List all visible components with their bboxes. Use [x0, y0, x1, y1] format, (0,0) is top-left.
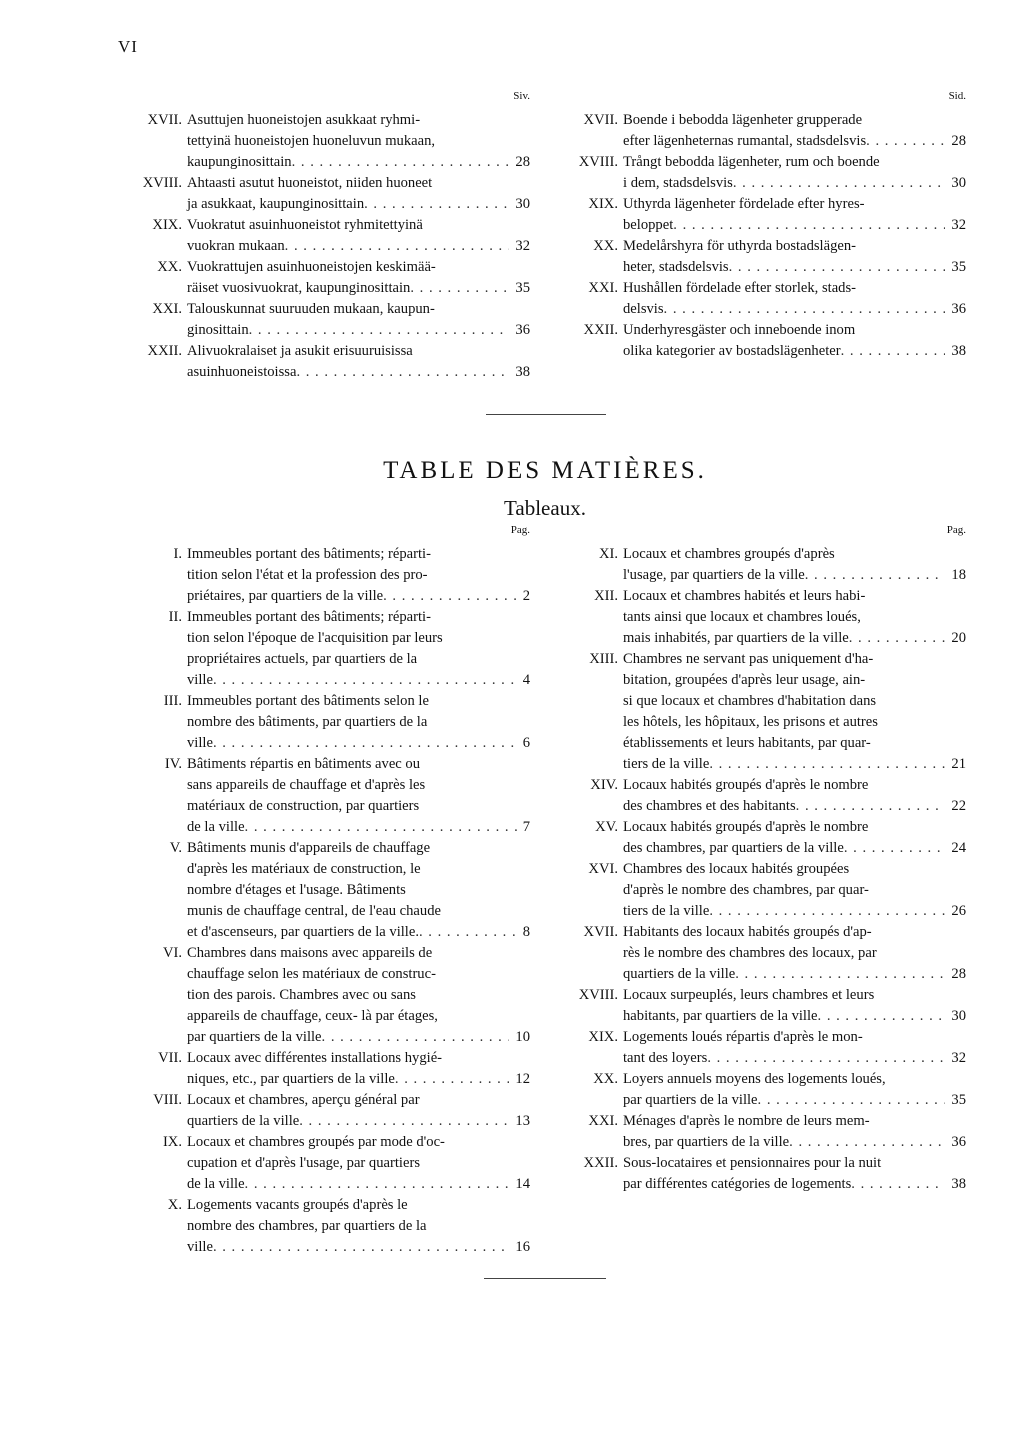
dot-leader: [249, 320, 510, 341]
entry-page-number: 32: [515, 238, 530, 254]
entry-page-number: 4: [522, 672, 530, 688]
french-toc-right-column: [556, 524, 966, 1195]
entry-title: [623, 544, 966, 586]
entry-title: [187, 838, 530, 943]
table-number: XVII.: [583, 112, 618, 128]
entry-title-last-line: par quartiers de la ville: [187, 1029, 322, 1045]
entry-page-number: 2: [522, 588, 530, 604]
entry-title-last-line: ville: [187, 672, 213, 688]
entry-page-number: 12: [515, 1071, 530, 1087]
entry-title-line: établissements et leurs habitants, par quar-: [623, 735, 871, 751]
entry-page-number: 38: [951, 343, 966, 359]
entry-title-last-line: priétaires, par quartiers de la ville: [187, 588, 384, 604]
toc-entry: [118, 1195, 530, 1258]
entry-page-number: 35: [515, 280, 530, 296]
swedish-toc-column: [556, 90, 966, 362]
entry-title-last-line: tant des loyers: [623, 1050, 708, 1066]
table-number: XXI.: [588, 280, 618, 296]
entry-title: [623, 152, 966, 194]
entry-title: [623, 1153, 966, 1195]
entry-title-line: matériaux de construction, par quartiers: [187, 798, 420, 814]
entry-title: [623, 775, 966, 817]
dot-leader: [664, 299, 946, 320]
entry-title-last-line: habitants, par quartiers de la ville: [623, 1008, 818, 1024]
entry-page-number: 8: [522, 924, 530, 940]
divider-rule: [486, 414, 606, 415]
entry-title-last-line: et d'ascenseurs, par quartiers de la ville.: [187, 924, 419, 940]
table-number: XIII.: [589, 651, 618, 667]
entry-title: [623, 278, 966, 320]
entry-title: [187, 341, 530, 383]
entry-title-line: Habitants des locaux habités groupés d'ap-: [623, 924, 872, 940]
toc-entry: [556, 586, 966, 649]
entry-title-line: rès le nombre des chambres des locaux, par: [623, 945, 877, 961]
entry-title-last-line: mais inhabités, par quartiers de la ville: [623, 630, 849, 646]
entry-title-line: Asuttujen huoneistojen asukkaat ryhmi-: [187, 112, 421, 128]
entry-page-number: 30: [515, 196, 530, 212]
entry-title-last-line: delsvis: [623, 301, 664, 317]
entry-page-number: 7: [522, 819, 530, 835]
entry-page-number: 36: [951, 301, 966, 317]
page-title: TABLE DES MATIÈRES.: [383, 457, 707, 484]
toc-entry: [118, 1090, 530, 1132]
entry-title-line: Ahtaasti asutut huoneistot, niiden huoneet: [187, 175, 433, 191]
table-number: XXI.: [588, 1113, 618, 1129]
dot-leader: [299, 1111, 509, 1132]
dot-leader: [383, 586, 517, 607]
table-number: XIX.: [152, 217, 182, 233]
toc-entry: [118, 544, 530, 607]
entry-title-line: tettyinä huoneistojen huoneluvun mukaan,: [187, 133, 436, 149]
entry-title-line: Locaux et chambres habités et leurs habi-: [623, 588, 866, 604]
entry-title-line: bitation, groupées d'après leur usage, ain-: [623, 672, 866, 688]
toc-entry: [118, 299, 530, 341]
entry-title-line: Locaux et chambres groupés par mode d'oc-: [187, 1134, 445, 1150]
entry-title-last-line: quartiers de la ville: [623, 966, 736, 982]
entry-page-number: 28: [951, 133, 966, 149]
entry-title-line: nombre des bâtiments, par quartiers de la: [187, 714, 428, 730]
dot-leader: [213, 1237, 509, 1258]
entry-title: [623, 110, 966, 152]
entry-title: [187, 754, 530, 838]
entry-title-line: Immeubles portant des bâtiments; réparti-: [187, 609, 431, 625]
dot-leader: [758, 1090, 946, 1111]
table-number: XX.: [593, 1071, 618, 1087]
entry-title-line: Logements vacants groupés d'après le: [187, 1197, 408, 1213]
entry-page-number: 21: [951, 756, 966, 772]
entry-page-number: 18: [951, 567, 966, 583]
dot-leader: [245, 817, 517, 838]
entry-title-last-line: niques, etc., par quartiers de la ville: [187, 1071, 395, 1087]
entry-title-line: nombre des chambres, par quartiers de la: [187, 1218, 427, 1234]
entry-title: [623, 922, 966, 985]
table-number: XXII.: [583, 1155, 618, 1171]
entry-title-line: tants ainsi que locaux et chambres loués,: [623, 609, 861, 625]
entry-title: [187, 215, 530, 257]
entry-title-line: Medelårshyra för uthyrda bostadslägen-: [623, 238, 857, 254]
dot-leader: [213, 733, 517, 754]
entry-title-line: Loyers annuels moyens des logements loués,: [623, 1071, 886, 1087]
entry-title-last-line: des chambres et des habitants: [623, 798, 796, 814]
entry-title-last-line: de la ville: [187, 1176, 245, 1192]
table-number: II.: [168, 609, 182, 625]
toc-entry: [556, 320, 966, 362]
entry-title-last-line: asuinhuoneistoissa: [187, 364, 297, 380]
entry-title-last-line: i dem, stadsdelsvis: [623, 175, 733, 191]
entry-title-line: Vuokratut asuinhuoneistot ryhmitettyinä: [187, 217, 423, 233]
column-page-header: Pag.: [946, 524, 966, 536]
column-page-header: Siv.: [513, 90, 530, 102]
entry-title-line: Bâtiments répartis en bâtiments avec ou: [187, 756, 421, 772]
finnish-toc-column: [118, 90, 530, 383]
toc-entry: [118, 607, 530, 691]
entry-page-number: 32: [951, 217, 966, 233]
dot-leader: [213, 670, 517, 691]
entry-title-last-line: l'usage, par quartiers de la ville: [623, 567, 805, 583]
entry-title-line: Ménages d'après le nombre de leurs mem-: [623, 1113, 870, 1129]
entry-title-last-line: ginosittain: [187, 322, 249, 338]
table-number: XVII.: [147, 112, 182, 128]
entry-title-line: Locaux et chambres, aperçu général par: [187, 1092, 420, 1108]
french-toc-left-column: [118, 524, 530, 1258]
dot-leader: [395, 1069, 510, 1090]
entry-page-number: 16: [515, 1239, 530, 1255]
entry-title-line: Vuokrattujen asuinhuoneistojen keskimää-: [187, 259, 436, 275]
entry-title-last-line: vuokran mukaan: [187, 238, 285, 254]
entry-title-line: les hôtels, les hôpitaux, les prisons et autres: [623, 714, 878, 730]
dot-leader: [673, 215, 945, 236]
table-number: XIX.: [588, 196, 618, 212]
toc-entry: [556, 236, 966, 278]
table-number: XVI.: [588, 861, 618, 877]
dot-leader: [322, 1027, 510, 1048]
dot-leader: [707, 1048, 945, 1069]
entry-title-line: Underhyresgäster och inneboende inom: [623, 322, 856, 338]
entry-title-last-line: kaupunginosittain: [187, 154, 292, 170]
entry-title-line: Sous-locataires et pensionnaires pour la nuit: [623, 1155, 882, 1171]
toc-entry: [118, 110, 530, 173]
entry-title-last-line: par quartiers de la ville: [623, 1092, 758, 1108]
dot-leader: [709, 901, 945, 922]
entry-page-number: 13: [515, 1113, 530, 1129]
dot-leader: [789, 1132, 945, 1153]
toc-entry: [556, 775, 966, 817]
entry-title-last-line: de la ville: [187, 819, 245, 835]
entry-title: [623, 649, 966, 775]
toc-entry: [118, 173, 530, 215]
entry-title: [623, 320, 966, 362]
entry-page-number: 28: [951, 966, 966, 982]
toc-entry: [118, 215, 530, 257]
table-number: XX.: [593, 238, 618, 254]
entry-title-line: Chambres dans maisons avec appareils de: [187, 945, 433, 961]
entry-page-number: 38: [951, 1176, 966, 1192]
dot-leader: [735, 964, 945, 985]
toc-entry: [556, 985, 966, 1027]
entry-title: [187, 299, 530, 341]
entry-title: [187, 173, 530, 215]
column-page-header: Sid.: [948, 90, 966, 102]
entry-title: [623, 1069, 966, 1111]
entry-page-number: 20: [951, 630, 966, 646]
dot-leader: [849, 628, 946, 649]
toc-entry: [118, 1048, 530, 1090]
dot-leader: [796, 796, 946, 817]
table-number: III.: [163, 693, 182, 709]
dot-leader: [292, 152, 510, 173]
entry-page-number: 6: [522, 735, 530, 751]
entry-title: [187, 1195, 530, 1258]
entry-title-line: munis de chauffage central, de l'eau chaude: [187, 903, 441, 919]
section-subtitle: Tableaux.: [504, 496, 586, 520]
entry-title: [187, 1048, 530, 1090]
entry-title-line: d'après le nombre des chambres, par quar-: [623, 882, 869, 898]
entry-title-line: Locaux surpeuplés, leurs chambres et leurs: [623, 987, 875, 1003]
toc-entry: [118, 691, 530, 754]
table-number: X.: [167, 1197, 182, 1213]
entry-title-line: tion des parois. Chambres avec ou sans: [187, 987, 416, 1003]
dot-leader: [733, 173, 946, 194]
entry-title: [187, 1132, 530, 1195]
entry-title-line: Immeubles portant des bâtiments; réparti-: [187, 546, 431, 562]
table-number: XXII.: [583, 322, 618, 338]
toc-entry: [556, 194, 966, 236]
entry-page-number: 38: [515, 364, 530, 380]
entry-page-number: 10: [515, 1029, 530, 1045]
dot-leader: [841, 341, 946, 362]
table-number: XVIII.: [578, 154, 618, 170]
entry-title-line: d'après les matériaux de construction, le: [187, 861, 421, 877]
entry-page-number: 30: [951, 1008, 966, 1024]
toc-entry: [118, 1132, 530, 1195]
entry-title-line: chauffage selon les matériaux de construc-: [187, 966, 436, 982]
toc-entry: [118, 341, 530, 383]
page-number: VI: [118, 37, 138, 56]
entry-title-last-line: tiers de la ville: [623, 903, 710, 919]
entry-title: [623, 236, 966, 278]
toc-entry: [118, 257, 530, 299]
entry-page-number: 30: [951, 175, 966, 191]
entry-title-line: cupation et d'après l'usage, par quartiers: [187, 1155, 420, 1171]
entry-title: [623, 817, 966, 859]
dot-leader: [805, 565, 946, 586]
table-number: VII.: [158, 1050, 182, 1066]
entry-title-last-line: beloppet: [623, 217, 674, 233]
table-number: XV.: [595, 819, 618, 835]
entry-title-line: tion selon l'époque de l'acquisition par leurs: [187, 630, 443, 646]
dot-leader: [851, 1174, 945, 1195]
entry-title: [187, 607, 530, 691]
toc-entry: [556, 544, 966, 586]
entry-title-last-line: räiset vuosivuokrat, kaupunginosittain: [187, 280, 411, 296]
entry-title-line: Bâtiments munis d'appareils de chauffage: [187, 840, 431, 856]
toc-entry: [556, 278, 966, 320]
table-number: XVIII.: [142, 175, 182, 191]
toc-entry: [556, 1153, 966, 1195]
table-number: XXI.: [152, 301, 182, 317]
entry-page-number: 35: [951, 259, 966, 275]
entry-title-line: Locaux habités groupés d'après le nombre: [623, 777, 869, 793]
entry-page-number: 36: [951, 1134, 966, 1150]
entry-page-number: 36: [515, 322, 530, 338]
entry-title-last-line: ja asukkaat, kaupunginosittain: [187, 196, 365, 212]
entry-title-line: Locaux avec différentes installations hygié-: [187, 1050, 443, 1066]
entry-title-line: Locaux et chambres groupés d'après: [623, 546, 835, 562]
toc-entry: [118, 838, 530, 943]
entry-page-number: 22: [951, 798, 966, 814]
table-number: V.: [169, 840, 182, 856]
entry-title-line: Chambres des locaux habités groupées: [623, 861, 850, 877]
entry-title-line: si que locaux et chambres d'habitation dans: [623, 693, 877, 709]
entry-title-last-line: olika kategorier av bostadslägenheter: [623, 343, 841, 359]
entry-title-line: Logements loués répartis d'après le mon-: [623, 1029, 863, 1045]
entry-title: [187, 1090, 530, 1132]
entry-title-line: Locaux habités groupés d'après le nombre: [623, 819, 869, 835]
entry-title-last-line: efter lägenheternas rumantal, stadsdelsvis: [623, 133, 867, 149]
table-number: XII.: [594, 588, 618, 604]
table-number: VIII.: [153, 1092, 182, 1108]
entry-title-last-line: bres, par quartiers de la ville: [623, 1134, 790, 1150]
toc-entry: [556, 859, 966, 922]
table-number: IX.: [162, 1134, 182, 1150]
table-number: XI.: [598, 546, 618, 562]
entry-title-last-line: heter, stadsdelsvis: [623, 259, 729, 275]
table-number: I.: [173, 546, 182, 562]
dot-leader: [818, 1006, 946, 1027]
table-number: XXII.: [147, 343, 182, 359]
entry-title: [623, 859, 966, 922]
toc-entry: [556, 152, 966, 194]
dot-leader: [285, 236, 510, 257]
toc-entry: [118, 754, 530, 838]
dot-leader: [419, 922, 517, 943]
entry-page-number: 24: [951, 840, 966, 856]
entry-title-last-line: par différentes catégories de logements: [623, 1176, 852, 1192]
table-number: XVII.: [583, 924, 618, 940]
table-number: XX.: [157, 259, 182, 275]
entry-title-line: Hushållen fördelade efter storlek, stads-: [623, 280, 857, 296]
toc-entry: [556, 110, 966, 152]
entry-title-last-line: tiers de la ville: [623, 756, 710, 772]
entry-title-line: Boende i bebodda lägenheter grupperade: [623, 112, 863, 128]
dot-leader: [296, 362, 509, 383]
entry-title-last-line: des chambres, par quartiers de la ville: [623, 840, 844, 856]
entry-title-line: propriétaires actuels, par quartiers de la: [187, 651, 418, 667]
entry-title-line: appareils de chauffage, ceux- là par étages,: [187, 1008, 438, 1024]
dot-leader: [866, 131, 945, 152]
dot-leader: [709, 754, 945, 775]
entry-title-line: Alivuokralaiset ja asukit erisuuruisissa: [187, 343, 413, 359]
entry-page-number: 14: [515, 1176, 530, 1192]
entry-title: [187, 544, 530, 607]
table-number: XIX.: [588, 1029, 618, 1045]
dot-leader: [364, 194, 509, 215]
entry-title: [623, 586, 966, 649]
table-number: IV.: [164, 756, 182, 772]
entry-title-line: nombre d'étages et l'usage. Bâtiments: [187, 882, 406, 898]
entry-title: [623, 985, 966, 1027]
dot-leader: [729, 257, 946, 278]
toc-entry: [556, 649, 966, 775]
toc-entry: [556, 1027, 966, 1069]
dot-leader: [410, 278, 509, 299]
toc-entry: [118, 943, 530, 1048]
entry-page-number: 26: [951, 903, 966, 919]
entry-title-line: Trångt bebodda lägenheter, rum och boende: [623, 154, 880, 170]
entry-title-line: sans appareils de chauffage et d'après les: [187, 777, 426, 793]
toc-entry: [556, 922, 966, 985]
entry-title: [187, 691, 530, 754]
entry-page-number: 32: [951, 1050, 966, 1066]
entry-title-last-line: quartiers de la ville: [187, 1113, 300, 1129]
entry-title: [623, 1027, 966, 1069]
entry-title-line: Chambres ne servant pas uniquement d'ha-: [623, 651, 874, 667]
dot-leader: [245, 1174, 510, 1195]
entry-title-last-line: ville: [187, 1239, 213, 1255]
toc-entry: [556, 1111, 966, 1153]
toc-entry: [556, 1069, 966, 1111]
table-number: XVIII.: [578, 987, 618, 1003]
entry-page-number: 28: [515, 154, 530, 170]
table-number: VI.: [162, 945, 182, 961]
entry-title: [187, 110, 530, 173]
bottom-divider-rule: [484, 1278, 606, 1279]
entry-title-line: Uthyrda lägenheter fördelade efter hyres-: [623, 196, 865, 212]
entry-title-line: Talouskunnat suuruuden mukaan, kaupun-: [187, 301, 435, 317]
entry-title: [623, 1111, 966, 1153]
entry-title: [187, 943, 530, 1048]
table-number: XIV.: [590, 777, 618, 793]
toc-entry: [556, 817, 966, 859]
entry-title: [623, 194, 966, 236]
entry-title-last-line: ville: [187, 735, 213, 751]
dot-leader: [844, 838, 946, 859]
entry-title-line: tition selon l'état et la profession des pro-: [187, 567, 428, 583]
entry-title-line: Immeubles portant des bâtiments selon le: [187, 693, 429, 709]
column-page-header: Pag.: [510, 524, 530, 536]
entry-title: [187, 257, 530, 299]
entry-page-number: 35: [951, 1092, 966, 1108]
